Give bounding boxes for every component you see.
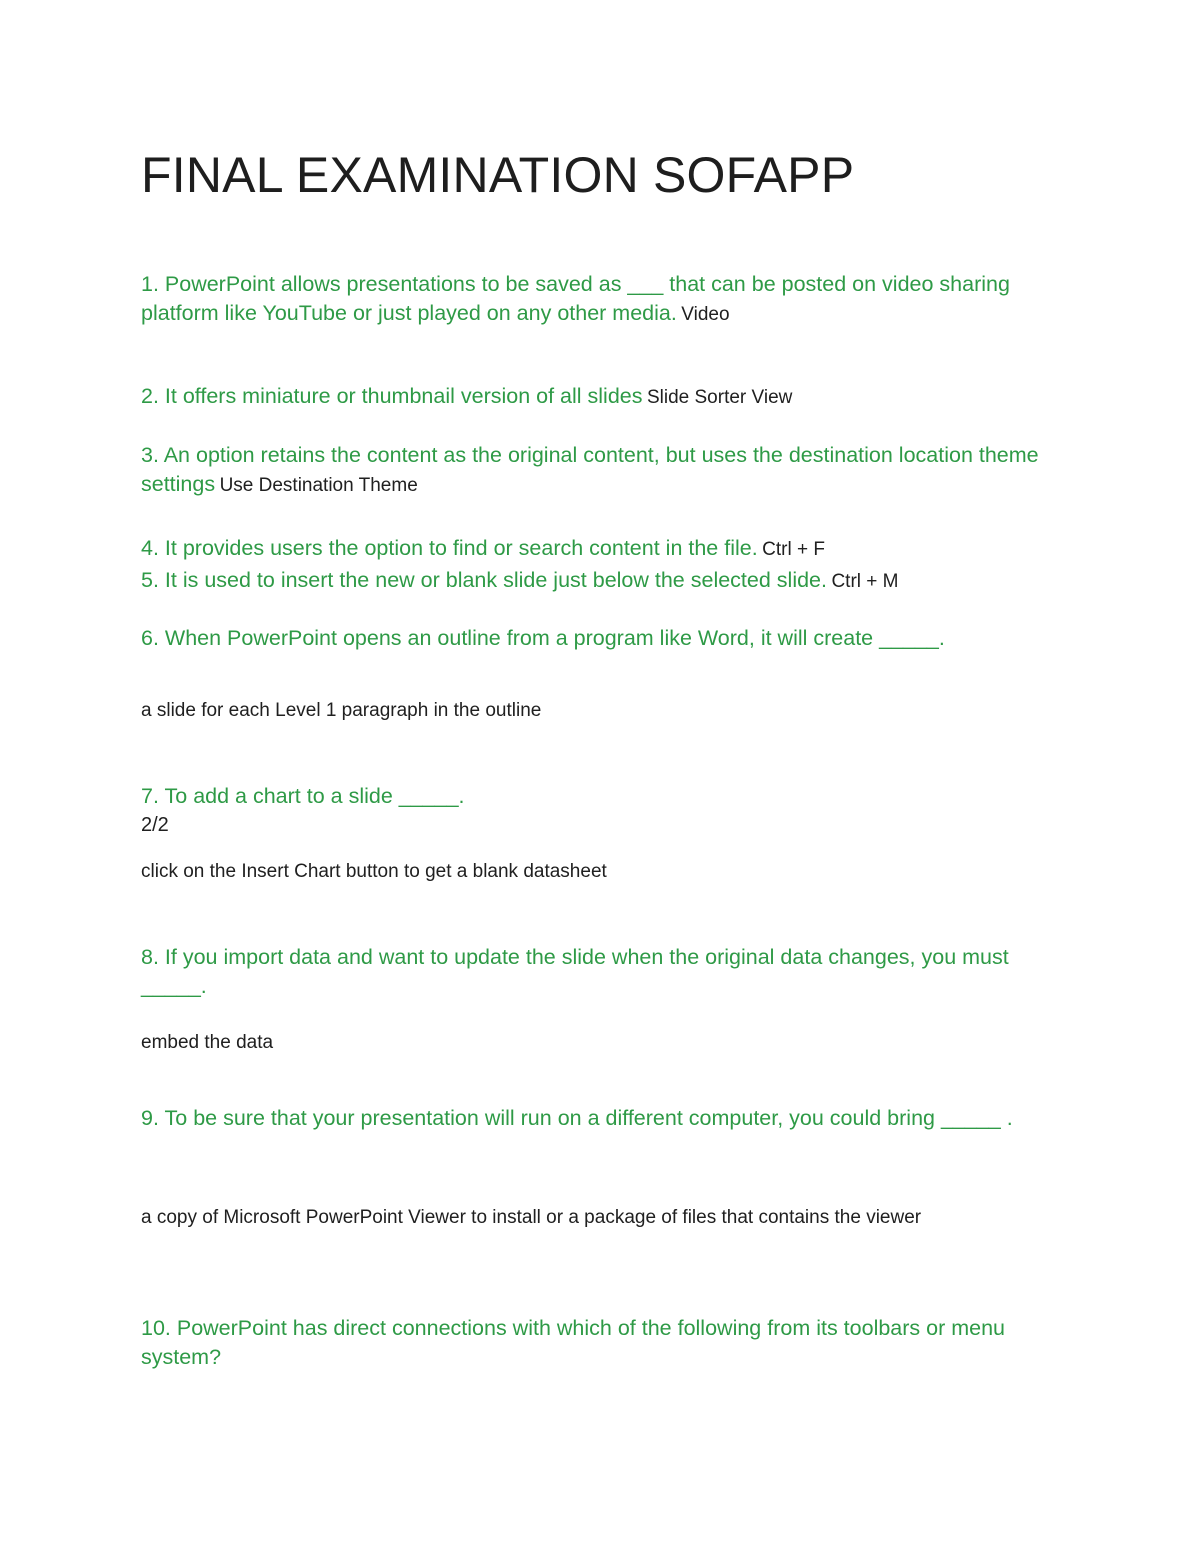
answer-9: a copy of Microsoft PowerPoint Viewer to install or a package of files that contains the viewer bbox=[141, 1207, 922, 1228]
question-text: 6. When PowerPoint opens an outline from a program like Word, it will create _____. bbox=[141, 626, 945, 650]
answer-6: a slide for each Level 1 paragraph in the outline bbox=[141, 700, 542, 721]
document-title: FINAL EXAMINATION SOFAPP bbox=[141, 147, 855, 203]
question-text: 2. It offers miniature or thumbnail version of all slides bbox=[141, 384, 643, 408]
question-2 bbox=[141, 382, 1071, 411]
question-text: 5. It is used to insert the new or blank slide just below the selected slide. bbox=[141, 568, 827, 592]
question-text: 8. If you import data and want to update the slide when the original data changes, you must _____. bbox=[141, 945, 1009, 998]
question-text: 4. It provides users the option to find or search content in the file. bbox=[141, 536, 758, 560]
answer-text: Video bbox=[681, 304, 730, 325]
question-text: 10. PowerPoint has direct connections with which of the following from its toolbars or menu system? bbox=[141, 1316, 1006, 1369]
question-text: 3. An option retains the content as the original content, but uses the destination location theme settings bbox=[141, 443, 1039, 496]
question-text: 7. To add a chart to a slide _____. bbox=[141, 784, 465, 808]
answer-7: click on the Insert Chart button to get a blank datasheet bbox=[141, 861, 607, 882]
answer-text: Ctrl + M bbox=[831, 571, 899, 592]
question-8 bbox=[141, 944, 1071, 1002]
answer-8: embed the data bbox=[141, 1032, 274, 1053]
question-3 bbox=[141, 441, 1071, 499]
question-10 bbox=[141, 1314, 1071, 1372]
question-text: 1. PowerPoint allows presentations to be saved as ___ that can be posted on video sharing platform like YouTube or just played on any other media. bbox=[141, 272, 1010, 325]
answer-text: Ctrl + F bbox=[762, 539, 825, 560]
question-6 bbox=[141, 624, 1071, 653]
question-5 bbox=[141, 566, 1071, 595]
question-4 bbox=[141, 534, 1071, 563]
question-text: 9. To be sure that your presentation will run on a different computer, you could bring _____ . bbox=[141, 1106, 1013, 1130]
question-1 bbox=[141, 270, 1071, 328]
question-7 bbox=[141, 782, 1071, 811]
score-7: 2/2 bbox=[141, 814, 169, 836]
question-9 bbox=[141, 1103, 1071, 1136]
answer-text: Slide Sorter View bbox=[646, 387, 793, 408]
answer-text: Use Destination Theme bbox=[219, 475, 418, 496]
